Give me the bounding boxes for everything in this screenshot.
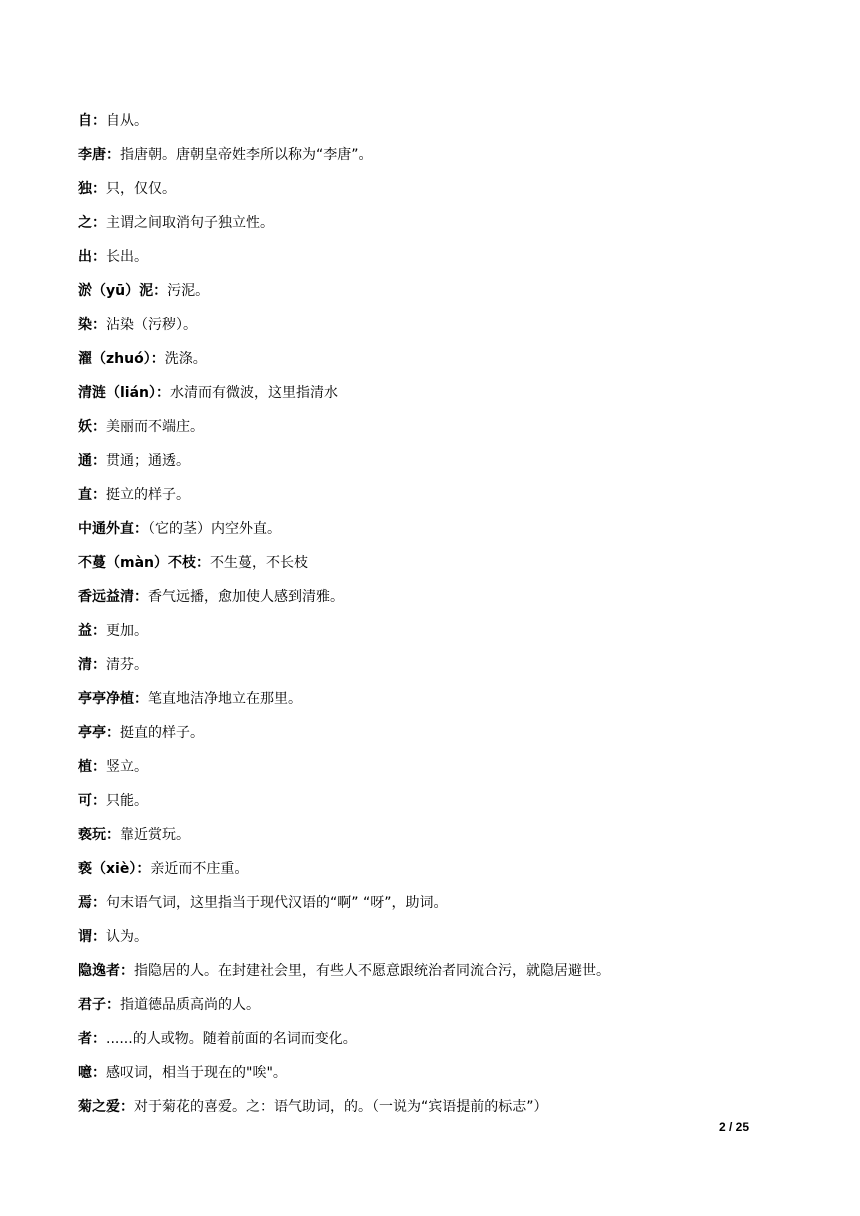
glossary-entry <box>78 179 778 213</box>
glossary-entry <box>78 587 778 621</box>
entry-term: 亵玩： <box>78 827 120 843</box>
entry-term: 自： <box>78 113 106 129</box>
entry-term: 噫： <box>78 1065 106 1081</box>
entry-term: 妖： <box>78 419 106 435</box>
entry-definition: 指道德品质高尚的人。 <box>120 997 260 1013</box>
glossary-entry <box>78 1097 778 1131</box>
entry-definition: 长出。 <box>106 249 148 265</box>
glossary-entry <box>78 315 778 349</box>
entry-term: 李唐： <box>78 147 120 163</box>
glossary-entry <box>78 655 778 689</box>
entry-definition: 不生蔓，不长枝 <box>210 555 309 571</box>
glossary-entry <box>78 859 778 893</box>
entry-definition: 对于菊花的喜爱。之：语气助词，的。（一说为“宾语提前的标志”） <box>134 1099 548 1115</box>
glossary-entry <box>78 723 778 757</box>
entry-definition: 亲近而不庄重。 <box>150 861 249 877</box>
entry-definition: 感叹词，相当于现在的"唉"。 <box>106 1065 287 1081</box>
entry-definition: 主谓之间取消句子独立性。 <box>106 215 274 231</box>
entry-term: 亭亭净植： <box>78 691 148 707</box>
entry-definition: 只能。 <box>106 793 148 809</box>
glossary-entry <box>78 893 778 927</box>
entry-definition: 更加。 <box>106 623 148 639</box>
entry-term: 淤（yū）泥： <box>78 283 168 299</box>
entry-definition: （它的茎）内空外直。 <box>148 521 281 537</box>
entry-term: 植： <box>78 759 106 775</box>
entry-definition: 挺直的样子。 <box>120 725 204 741</box>
entry-term: 独： <box>78 181 106 197</box>
entry-term: 谓： <box>78 929 106 945</box>
entry-definition: 沾染（污秽）。 <box>106 317 197 333</box>
glossary-entry <box>78 689 778 723</box>
entry-term: 隐逸者： <box>78 963 134 979</box>
entry-term: 君子： <box>78 997 120 1013</box>
glossary-entry <box>78 519 778 553</box>
entry-definition: 清芬。 <box>106 657 148 673</box>
glossary-entry <box>78 485 778 519</box>
entry-definition: 只，仅仅。 <box>106 181 176 197</box>
entry-term: 益： <box>78 623 106 639</box>
glossary-entry <box>78 553 778 587</box>
entry-definition: ......的人或物。随着前面的名词而变化。 <box>106 1031 357 1047</box>
entry-term: 不蔓（màn）不枝： <box>78 555 211 571</box>
entry-definition: 香气远播，愈加使人感到清雅。 <box>148 589 344 605</box>
glossary-entry <box>78 927 778 961</box>
entry-definition: 竖立。 <box>106 759 148 775</box>
page-number: 2 / 25 <box>718 1120 749 1134</box>
entry-definition: 句末语气词，这里指当于现代汉语的“啊” “呀”，助词。 <box>106 895 448 911</box>
entry-term: 菊之爱： <box>78 1099 134 1115</box>
glossary-entry <box>78 349 778 383</box>
entry-definition: 指隐居的人。在封建社会里，有些人不愿意跟统治者同流合污，就隐居避世。 <box>134 963 610 979</box>
glossary-list <box>78 111 778 1131</box>
entry-term: 濯（zhuó）： <box>78 351 165 367</box>
entry-term: 亭亭： <box>78 725 120 741</box>
entry-definition: 挺立的样子。 <box>106 487 190 503</box>
entry-definition: 污泥。 <box>167 283 210 299</box>
glossary-entry <box>78 383 778 417</box>
entry-definition: 笔直地洁净地立在那里。 <box>148 691 302 707</box>
entry-definition: 水清而有微波，这里指清水 <box>170 385 339 401</box>
glossary-entry <box>78 791 778 825</box>
entry-term: 染： <box>78 317 106 333</box>
glossary-entry <box>78 1063 778 1097</box>
glossary-entry <box>78 757 778 791</box>
entry-term: 可： <box>78 793 106 809</box>
entry-definition: 贯通；通透。 <box>106 453 190 469</box>
glossary-entry <box>78 621 778 655</box>
entry-term: 清： <box>78 657 106 673</box>
entry-definition: 认为。 <box>106 929 148 945</box>
entry-term: 者： <box>78 1031 106 1047</box>
entry-term: 清涟（lián）： <box>78 385 171 401</box>
glossary-entry <box>78 995 778 1029</box>
glossary-entry <box>78 213 778 247</box>
glossary-entry <box>78 145 778 179</box>
glossary-entry <box>78 247 778 281</box>
entry-term: 焉： <box>78 895 106 911</box>
entry-term: 香远益清： <box>78 589 148 605</box>
entry-term: 亵（xiè）： <box>78 861 151 877</box>
entry-term: 直： <box>78 487 106 503</box>
entry-term: 出： <box>78 249 106 265</box>
entry-definition: 自从。 <box>106 113 148 129</box>
glossary-entry <box>78 451 778 485</box>
entry-definition: 美丽而不端庄。 <box>106 419 204 435</box>
entry-definition: 指唐朝。唐朝皇帝姓李所以称为“李唐”。 <box>120 147 373 163</box>
entry-term: 通： <box>78 453 106 469</box>
glossary-entry <box>78 825 778 859</box>
glossary-entry <box>78 961 778 995</box>
glossary-entry <box>78 417 778 451</box>
entry-term: 中通外直： <box>78 521 148 537</box>
glossary-entry <box>78 1029 778 1063</box>
glossary-entry <box>78 281 778 315</box>
entry-definition: 洗涤。 <box>164 351 207 367</box>
glossary-entry <box>78 111 778 145</box>
entry-definition: 靠近赏玩。 <box>120 827 190 843</box>
entry-term: 之： <box>78 215 106 231</box>
